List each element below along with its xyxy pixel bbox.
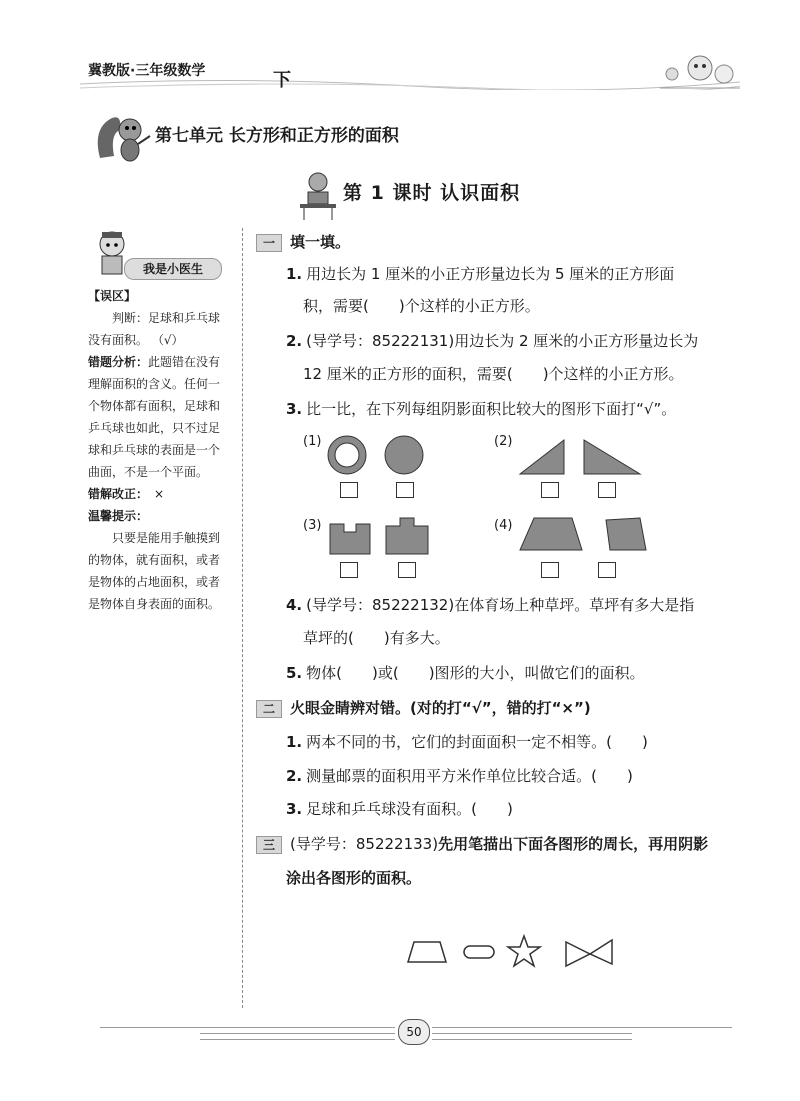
section2-title: 火眼金睛辨对错。(对的打“√”，错的打“×”): [290, 699, 591, 717]
tip-text: 只要是能用手触摸到的物体，就有面积，或者是物体的占地面积，或者是物体自身表面的面积。: [88, 531, 221, 611]
question-4: [286, 594, 694, 615]
tf-item-1-text: 两本不同的书，它们的封面面积一定不相等。( ): [306, 733, 648, 751]
section3-heading: [256, 833, 708, 854]
answer-box-2a[interactable]: [541, 482, 559, 498]
tf-item-1: [286, 731, 648, 752]
q2-line2: 12 厘米的正方形的面积，需要( )个这样的小正方形。: [303, 365, 684, 383]
page-number-value: 50: [406, 1025, 422, 1039]
question-5: [286, 662, 645, 683]
q3-text: 比一比，在下列每组阴影面积比较大的图形下面打“√”。: [306, 400, 677, 418]
rounded-rect-outline-shape: [464, 946, 494, 958]
squirrel-mascot-icon: [92, 108, 152, 168]
q1-line1: 用边长为 1 厘米的小正方形量边长为 5 厘米的正方形面: [306, 265, 675, 283]
sidebar-badge: [124, 258, 222, 280]
q5-text: 物体( )或( )图形的大小，叫做它们的面积。: [306, 664, 645, 682]
footer-rule-right-2: [432, 1033, 632, 1034]
section1-badge: 一: [256, 234, 282, 252]
tf-item-3-text: 足球和乒乓球没有面积。( ): [306, 800, 513, 818]
q2-number: 2.: [286, 332, 303, 350]
kids-logo-icon: [660, 52, 740, 96]
notched-rect-a-shape: [330, 524, 370, 554]
footer-rule-left-3: [200, 1039, 395, 1040]
tf-item-2-text: 测量邮票的面积用平方米作单位比较合适。( ): [306, 767, 633, 785]
tf-item-3-number: 3.: [286, 800, 303, 818]
question-2-cont: [303, 363, 684, 384]
analysis-label: 错题分析：: [88, 355, 149, 369]
q3-number: 3.: [286, 400, 303, 418]
tip-label: 温馨提示：: [88, 509, 149, 523]
question-3: [286, 398, 676, 419]
trapezoid-b-shape: [606, 518, 646, 550]
notched-rect-b-shape: [386, 518, 428, 554]
footer-rule-right-3: [432, 1039, 632, 1040]
analysis-text: 此题错在没有理解面积的含义。任何一个物体都有面积，足球和乒乓球也如此，只不过足球和乒乓球的表面是一个曲面，不是一个平面。: [88, 355, 221, 479]
fig4-label: (4): [494, 518, 513, 533]
tf-item-3: [286, 798, 513, 819]
answer-box-4b[interactable]: [598, 562, 616, 578]
judge-text: 判断：足球和乒乓球没有面积。 （√）: [88, 311, 221, 347]
book-title: 冀教版·三年级数学: [88, 63, 206, 79]
q4-line1: (导学号：85222132)在体育场上种草坪。草坪有多大是指: [306, 596, 695, 614]
fig2-label: (2): [494, 434, 513, 449]
section3-line1: 先用笔描出下面各图形的周长，再用阴影: [438, 835, 709, 853]
disc-shape: [385, 436, 423, 474]
trapezoid-a-shape: [520, 518, 582, 550]
q4-line2: 草坪的( )有多大。: [303, 629, 450, 647]
q4-number: 4.: [286, 596, 303, 614]
fig1-shapes: [326, 434, 446, 480]
trapezoid-outline-shape: [408, 942, 446, 962]
volume-label: 下: [273, 70, 291, 91]
triangle-a-shape: [520, 440, 564, 474]
unit-title: 第七单元 长方形和正方形的面积: [155, 126, 399, 146]
q5-number: 5.: [286, 664, 303, 682]
error-zone-label: 【误区】: [88, 289, 137, 303]
sidebar-notes: [88, 285, 230, 615]
tf-item-2-number: 2.: [286, 767, 303, 785]
answer-box-2b[interactable]: [598, 482, 616, 498]
triangle-b-shape: [584, 440, 640, 474]
footer-rule-right: [432, 1027, 732, 1028]
fig4-shapes: [516, 516, 652, 558]
sidebar-badge-label: 我是小医生: [142, 262, 203, 276]
girl-reading-icon: [298, 168, 338, 224]
answer-box-3a[interactable]: [340, 562, 358, 578]
answer-box-1a[interactable]: [340, 482, 358, 498]
tf-item-2: [286, 765, 633, 786]
answer-box-1b[interactable]: [396, 482, 414, 498]
correction-value: ×: [154, 487, 165, 501]
section3-line2: 涂出各图形的面积。: [286, 869, 422, 887]
section2-badge: 二: [256, 700, 282, 718]
star-outline-shape: [508, 936, 540, 966]
answer-box-4a[interactable]: [541, 562, 559, 578]
correction-label: 错解改正：: [88, 487, 149, 501]
footer-rule-left: [100, 1027, 395, 1028]
q1-number: 1.: [286, 265, 303, 283]
tf-item-1-number: 1.: [286, 733, 303, 751]
fig3-label: (3): [303, 518, 322, 533]
section1-heading: [256, 231, 350, 252]
bowtie-outline-shape: [566, 940, 612, 966]
lesson-title: 第 1 课时 认识面积: [343, 182, 521, 204]
answer-box-3b[interactable]: [398, 562, 416, 578]
column-divider: [242, 228, 243, 1008]
fig1-label: (1): [303, 434, 322, 449]
section3-shapes: [404, 934, 624, 978]
question-1-cont: [303, 295, 540, 316]
page-number: [398, 1019, 430, 1045]
footer-rule-left-2: [200, 1033, 395, 1034]
fig2-shapes: [516, 436, 646, 482]
section2-heading: [256, 697, 591, 718]
question-2: [286, 330, 698, 351]
section3-badge: 三: [256, 836, 282, 854]
section3-ref: (导学号：85222133): [290, 835, 439, 853]
section1-title: 填一填。: [290, 233, 351, 251]
question-4-cont: [303, 627, 450, 648]
question-1: [286, 263, 674, 284]
q2-line1: (导学号：85222131)用边长为 2 厘米的小正方形量边长为: [306, 332, 699, 350]
q1-line2: 积，需要( )个这样的小正方形。: [303, 297, 540, 315]
fig3-shapes: [326, 516, 446, 560]
